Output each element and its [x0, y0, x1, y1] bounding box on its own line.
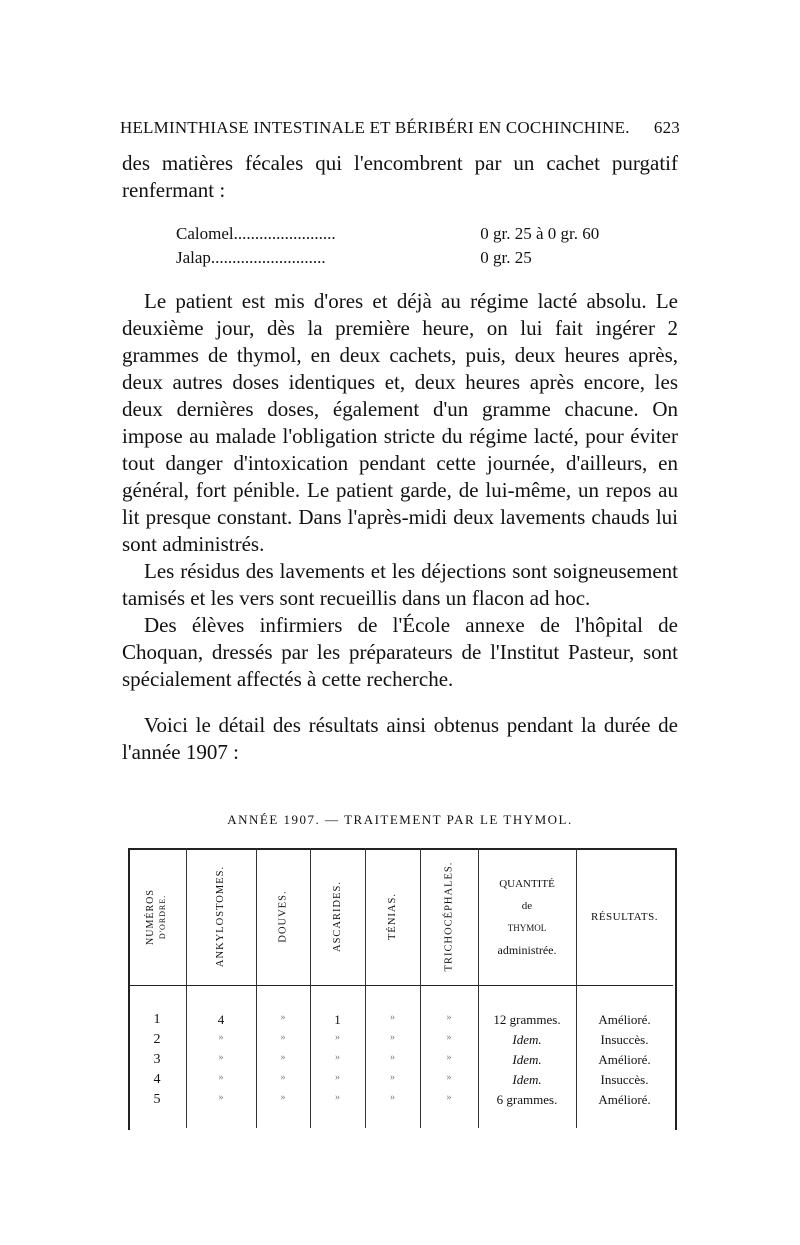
recipe-dose: 0 gr. 25 à 0 gr. 60 [480, 224, 600, 243]
header-ascarides: ASCARIDES. [332, 881, 344, 952]
cell-quantite: 6 grammes. [496, 1092, 558, 1107]
header-trichocephales: TRICHOCÉPHALES. [443, 861, 455, 972]
cell-douves: » [280, 1092, 286, 1103]
cell-num: 5 [153, 1092, 161, 1107]
page-number: 623 [653, 118, 680, 137]
cell-taenias: » [390, 1032, 395, 1043]
cell-ascarides: » [335, 1072, 340, 1083]
paragraph-5 [122, 712, 678, 766]
cell-ascarides: » [335, 1092, 340, 1103]
header-quantite-line3: THYMOL [507, 922, 547, 933]
cell-ankylostomes: » [218, 1052, 224, 1063]
paragraph-4: Des élèves infirmiers de l'École annexe de l'hôpital de Choquan, dressés par les préparateurs de l'Institut Pasteur, sont spécialement affectés à cette recherche. [122, 613, 678, 691]
table-row [128, 1052, 673, 1072]
header-numeros [128, 848, 186, 985]
header-ordre-label: D'ORDRE. [158, 894, 167, 939]
cell-ascarides: » [335, 1032, 340, 1043]
paragraph-5-text: Voici le détail des résultats ainsi obtenus pendant la durée de l'année 1907 : [122, 713, 678, 764]
paragraph-1: des matières fécales qui l'encombrent par un cachet purgatif renfermant : [122, 151, 678, 202]
cell-num: 2 [153, 1032, 161, 1047]
table-row [128, 1032, 673, 1052]
cell-resultat: Insuccès. [600, 1032, 649, 1047]
cell-ankylostomes: » [218, 1032, 224, 1043]
cell-trichocephales: » [446, 1032, 452, 1043]
cell-douves: » [280, 1052, 286, 1063]
header-taenias: TÉNIAS. [387, 893, 398, 940]
cell-taenias: » [390, 1052, 395, 1063]
table-row [128, 1012, 673, 1032]
cell-trichocephales: » [446, 1072, 452, 1083]
cell-ankylostomes: » [218, 1092, 224, 1103]
cell-resultat: Insuccès. [600, 1072, 649, 1087]
recipe-dose: 0 gr. 25 [480, 248, 532, 267]
cell-num: 1 [153, 1012, 161, 1027]
cell-ankylostomes: 4 [217, 1012, 225, 1027]
header-quantite [478, 848, 576, 985]
paragraph-3: Les résidus des lavements et les déjections sont soigneusement tamisés et les vers sont recueillis dans un flacon ad hoc. [122, 559, 678, 610]
recipe-name: Calomel........................ [176, 224, 336, 243]
results-table [128, 848, 673, 1128]
cell-resultat: Amélioré. [598, 1052, 651, 1067]
cell-douves: » [280, 1072, 286, 1083]
cell-taenias: » [390, 1012, 395, 1023]
header-quantite-line1: QUANTITÉ [499, 877, 555, 890]
header-quantite-line2: de [521, 899, 533, 912]
cell-num: 4 [153, 1072, 161, 1087]
cell-douves: » [280, 1032, 286, 1043]
header-ankylostomes: ANKYLOSTOMES. [215, 865, 227, 968]
cell-ankylostomes: » [218, 1072, 224, 1083]
cell-douves: » [280, 1012, 286, 1023]
cell-resultat: Amélioré. [598, 1012, 651, 1027]
cell-trichocephales: » [446, 1092, 452, 1103]
cell-trichocephales: » [446, 1012, 452, 1023]
cell-taenias: » [390, 1072, 395, 1083]
recipe-name: Jalap........................... [176, 248, 326, 267]
recipe-line-calomel [176, 224, 599, 244]
header-resultats: RÉSULTATS. [591, 910, 658, 923]
cell-num: 3 [153, 1052, 161, 1067]
running-title: HELMINTHIASE INTESTINALE ET BÉRIBÉRI EN COCHINCHINE. [120, 118, 630, 137]
table-row [128, 1092, 673, 1112]
table-title: ANNÉE 1907. — TRAITEMENT PAR LE THYMOL. [227, 812, 573, 827]
cell-resultat: Amélioré. [598, 1092, 651, 1107]
cell-quantite: 12 grammes. [493, 1012, 561, 1027]
header-douves: DOUVES. [277, 890, 289, 943]
header-numeros-label: NUMÉROS [145, 888, 156, 945]
paragraph-2 [122, 288, 678, 693]
header-divider [128, 985, 673, 986]
paragraph-2-text: Le patient est mis d'ores et déjà au régime lacté absolu. Le deuxième jour, dès la première heure, on lui fait ingérer 2 grammes de thymol, en deux cachets, puis, deux heures après, deux autres doses identiques et, deux heures après encore, les deux dernières doses, également d'un gramme chacune. On impose au malade l'obligation stricte du régime lacté, pour éviter tout danger d'intoxication pendant cette journée, d'ailleurs, en général, fort pénible. Le patient garde, de lui-même, un repos au lit presque constant. Dans l'après-midi deux lavements chauds lui sont administrés. [122, 289, 678, 556]
cell-taenias: » [390, 1092, 395, 1103]
cell-trichocephales: » [446, 1052, 452, 1063]
cell-ascarides: » [335, 1052, 340, 1063]
table-row [128, 1072, 673, 1092]
cell-quantite: Idem. [512, 1072, 542, 1087]
cell-quantite: Idem. [512, 1032, 542, 1047]
cell-quantite: Idem. [512, 1052, 542, 1067]
cell-ascarides: 1 [334, 1012, 341, 1027]
recipe-line-jalap [176, 248, 532, 268]
header-quantite-line4: administrée. [497, 942, 557, 957]
